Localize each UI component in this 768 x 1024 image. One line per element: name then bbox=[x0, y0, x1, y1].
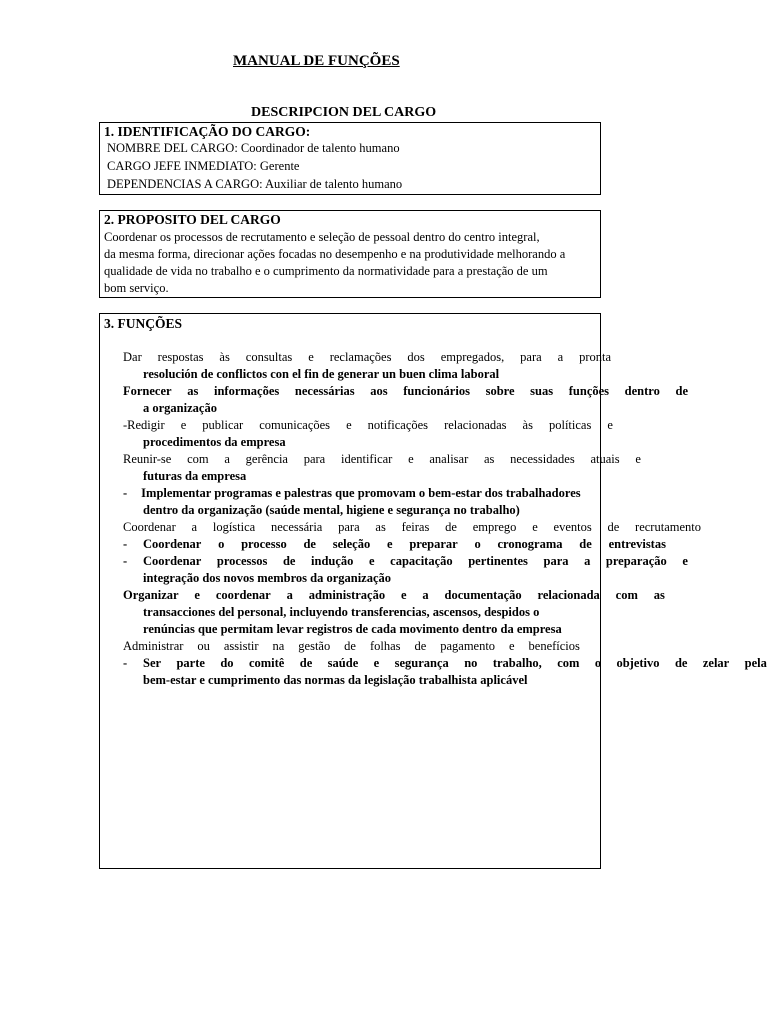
word: de bbox=[675, 384, 688, 398]
list-dash: - bbox=[123, 537, 128, 551]
word: de bbox=[282, 554, 296, 568]
word: e bbox=[308, 350, 314, 364]
row-value: Gerente bbox=[259, 159, 300, 173]
word: na bbox=[272, 639, 285, 653]
row-value: Coordinador de talento humano bbox=[240, 141, 400, 155]
word: objetivo bbox=[616, 656, 660, 670]
word: -Redigir bbox=[123, 418, 165, 432]
word: Administrar bbox=[123, 639, 184, 653]
list-dash: - bbox=[123, 554, 128, 568]
word: documentação bbox=[444, 588, 522, 602]
word: para bbox=[338, 520, 360, 534]
word: cronograma bbox=[497, 537, 563, 551]
function-text bbox=[123, 638, 580, 655]
function-text bbox=[143, 553, 688, 570]
word: assistir bbox=[223, 639, 259, 653]
function-line: dentro da organização (saúde mental, higiene e segurança no trabalho) bbox=[143, 503, 520, 517]
word: sobre bbox=[485, 384, 515, 398]
word: e bbox=[346, 418, 352, 432]
word: saúde bbox=[327, 656, 359, 670]
word: necessárias bbox=[294, 384, 355, 398]
purpose-line: bom serviço. bbox=[104, 281, 169, 295]
word: relacionada bbox=[537, 588, 600, 602]
word: de bbox=[414, 639, 427, 653]
word: Coordenar bbox=[143, 537, 202, 551]
function-text bbox=[123, 349, 611, 366]
word: de bbox=[344, 639, 356, 653]
word: para bbox=[303, 452, 326, 466]
word: o bbox=[594, 656, 602, 670]
word: zelar bbox=[702, 656, 730, 670]
function-line bbox=[123, 519, 701, 536]
function-line bbox=[123, 485, 581, 502]
word: Reunir-se bbox=[123, 452, 172, 466]
function-line bbox=[123, 417, 613, 434]
function-text bbox=[123, 519, 701, 536]
word: a bbox=[584, 554, 591, 568]
word: as bbox=[653, 588, 665, 602]
word: para bbox=[520, 350, 542, 364]
function-line: a organização bbox=[143, 401, 217, 415]
word: dentro bbox=[624, 384, 660, 398]
word: dos bbox=[407, 350, 425, 364]
word: o bbox=[474, 537, 481, 551]
word: e bbox=[532, 520, 538, 534]
word: aos bbox=[370, 384, 388, 398]
word: e bbox=[180, 418, 187, 432]
word: pela bbox=[744, 656, 767, 670]
word: trabalho, bbox=[492, 656, 542, 670]
section-2-heading: 2. PROPOSITO DEL CARGO bbox=[104, 212, 281, 227]
word: comitê bbox=[248, 656, 285, 670]
word: a bbox=[191, 520, 198, 534]
word: respostas bbox=[157, 350, 204, 364]
row-label: NOMBRE DEL CARGO: bbox=[107, 141, 238, 155]
function-text bbox=[123, 417, 613, 434]
word: Dar bbox=[123, 350, 142, 364]
word: a bbox=[286, 588, 293, 602]
word: processo bbox=[241, 537, 287, 551]
word: feiras bbox=[401, 520, 430, 534]
word: gestão bbox=[298, 639, 331, 653]
function-line: renúncias que permitam levar registros de cada movimento dentro da empresa bbox=[143, 622, 562, 636]
function-text: Implementar programas e palestras que promovam o bem-estar dos trabalhadores bbox=[141, 486, 581, 500]
word: Organizar bbox=[123, 588, 179, 602]
word: informações bbox=[213, 384, 280, 398]
word: e bbox=[373, 656, 380, 670]
word: de bbox=[579, 537, 592, 551]
word: parte bbox=[176, 656, 205, 670]
word: e bbox=[607, 418, 613, 432]
function-line bbox=[123, 536, 666, 553]
word: coordenar bbox=[215, 588, 271, 602]
word: reclamações bbox=[329, 350, 392, 364]
word: processos bbox=[216, 554, 268, 568]
word: eventos bbox=[553, 520, 592, 534]
word: pagamento bbox=[440, 639, 496, 653]
word: e bbox=[387, 537, 393, 551]
function-text bbox=[143, 536, 666, 553]
word: capacitação bbox=[390, 554, 453, 568]
word: a bbox=[557, 350, 564, 364]
purpose-line: qualidade de vida no trabalho e o cumprimento da normatividade para a prestação de um bbox=[104, 264, 548, 278]
word: Fornecer bbox=[123, 384, 172, 398]
list-dash: - bbox=[123, 656, 128, 670]
word: gerência bbox=[245, 452, 288, 466]
word: o bbox=[218, 537, 225, 551]
word: folhas bbox=[369, 639, 401, 653]
function-line bbox=[123, 638, 580, 655]
purpose-line: da mesma forma, direcionar ações focadas no desempenho e na produtividade melhorando a bbox=[104, 247, 566, 261]
function-text bbox=[143, 655, 767, 672]
word: identificar bbox=[340, 452, 393, 466]
word: segurança bbox=[394, 656, 449, 670]
word: de bbox=[607, 520, 620, 534]
function-line: integração dos novos membros da organização bbox=[143, 571, 392, 585]
list-dash: - bbox=[123, 486, 128, 500]
word: e bbox=[369, 554, 375, 568]
word: emprego bbox=[472, 520, 517, 534]
word: a bbox=[224, 452, 230, 466]
word: administração bbox=[308, 588, 386, 602]
document-title: MANUAL DE FUNÇÕES bbox=[233, 53, 400, 69]
word: às bbox=[219, 350, 230, 364]
function-line: transacciones del personal, incluyendo transferencias, ascensos, despidos o bbox=[143, 605, 540, 619]
word: empregados, bbox=[440, 350, 505, 364]
function-line: procedimentos da empresa bbox=[143, 435, 286, 449]
word: benefícios bbox=[528, 639, 580, 653]
word: preparar bbox=[409, 537, 458, 551]
word: e bbox=[682, 554, 688, 568]
word: Ser bbox=[143, 656, 162, 670]
word: comunicações bbox=[259, 418, 331, 432]
word: funcionários bbox=[403, 384, 470, 398]
word: indução bbox=[311, 554, 354, 568]
word: logística bbox=[212, 520, 256, 534]
function-line bbox=[123, 587, 665, 604]
function-line bbox=[123, 553, 688, 570]
row-label: DEPENDENCIAS A CARGO: bbox=[107, 177, 263, 191]
row-label: CARGO JEFE INMEDIATO: bbox=[107, 159, 257, 173]
word: seleção bbox=[332, 537, 371, 551]
word: a bbox=[422, 588, 429, 602]
word: relacionadas bbox=[444, 418, 507, 432]
word: às bbox=[522, 418, 533, 432]
word: do bbox=[220, 656, 234, 670]
word: no bbox=[464, 656, 478, 670]
word: e bbox=[635, 452, 641, 466]
word: necessária bbox=[270, 520, 323, 534]
word: com bbox=[615, 588, 638, 602]
word: de bbox=[303, 537, 316, 551]
word: publicar bbox=[202, 418, 244, 432]
function-text bbox=[123, 587, 665, 604]
word: de bbox=[674, 656, 688, 670]
function-text bbox=[123, 383, 688, 400]
word: e bbox=[509, 639, 515, 653]
word: necessidades bbox=[510, 452, 575, 466]
word: com bbox=[557, 656, 580, 670]
word: pertinentes bbox=[468, 554, 528, 568]
purpose-line: Coordenar os processos de recrutamento e seleção de pessoal dentro do centro integral, bbox=[104, 230, 540, 244]
word: de bbox=[299, 656, 313, 670]
word: pronta bbox=[579, 350, 611, 364]
word: para bbox=[543, 554, 569, 568]
word: e bbox=[194, 588, 200, 602]
word: as bbox=[187, 384, 199, 398]
word: as bbox=[483, 452, 495, 466]
function-line bbox=[123, 451, 641, 468]
section-1-heading: 1. IDENTIFICAÇÃO DO CARGO: bbox=[104, 124, 311, 139]
function-line bbox=[123, 655, 767, 672]
word: e bbox=[408, 452, 414, 466]
function-line: resolución de conflictos con el fin de generar un buen clima laboral bbox=[143, 367, 500, 381]
identification-row-dependencies bbox=[104, 176, 402, 194]
word: Coordenar bbox=[143, 554, 202, 568]
word: com bbox=[187, 452, 209, 466]
word: as bbox=[375, 520, 386, 534]
row-value: Auxiliar de talento humano bbox=[265, 177, 403, 191]
function-line: bem-estar e cumprimento das normas da legislação trabalhista aplicável bbox=[143, 673, 528, 687]
word: preparação bbox=[605, 554, 667, 568]
document-subtitle: DESCRIPCION DEL CARGO bbox=[251, 105, 437, 120]
function-line: futuras da empresa bbox=[143, 469, 247, 483]
function-text bbox=[123, 451, 641, 468]
word: notificações bbox=[367, 418, 429, 432]
identification-row-name bbox=[104, 140, 400, 158]
section-3-heading: 3. FUNÇÕES bbox=[104, 316, 183, 331]
word: e bbox=[400, 588, 407, 602]
word: Coordenar bbox=[123, 520, 176, 534]
word: atuais bbox=[590, 452, 620, 466]
word: analisar bbox=[429, 452, 469, 466]
function-line bbox=[123, 383, 688, 400]
word: consultas bbox=[245, 350, 293, 364]
word: ou bbox=[197, 639, 210, 653]
function-line bbox=[123, 349, 611, 366]
word: de bbox=[445, 520, 457, 534]
word: suas bbox=[530, 384, 554, 398]
word: funções bbox=[568, 384, 610, 398]
word: políticas bbox=[548, 418, 592, 432]
word: recrutamento bbox=[635, 520, 701, 534]
identification-row-supervisor bbox=[104, 158, 299, 176]
word: entrevistas bbox=[608, 537, 666, 551]
